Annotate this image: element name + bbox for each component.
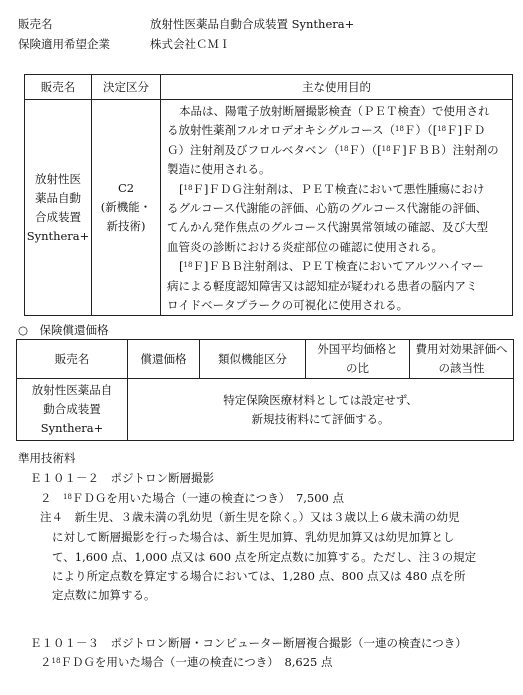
category-cell: C2 (新機能・ 新技術) bbox=[92, 100, 161, 316]
product-table bbox=[24, 74, 513, 316]
col-header-category: 決定区分 bbox=[92, 75, 161, 100]
e2-title: Ｅ１０１－３ ポジトロン断層・コンピューター断層複合撮影（一連の検査につき） bbox=[30, 636, 467, 650]
note4-line4: により所定点数を算定する場合においては、1,280 点、800 点又は 480 点を所 bbox=[52, 569, 466, 583]
sales-name-label: 販売名 bbox=[18, 17, 53, 31]
price-header-name: 販売名 bbox=[17, 340, 128, 379]
price-name-cell: 放射性医薬品自 動合成装置 Synthera+ bbox=[17, 379, 128, 441]
price-note-cell: 特定保険医療材料としては設定せず、 新規技術料にて評価する。 bbox=[128, 379, 514, 441]
note4-line1: 注４ 新生児、３歳未満の乳幼児（新生児を除く。）又は３歳以上６歳未満の幼児 bbox=[40, 510, 460, 524]
price-table bbox=[16, 339, 514, 441]
e1-title: Ｅ１０１－２ ポジトロン断層撮影 bbox=[30, 471, 214, 485]
company-value: 株式会社ＣＭＩ bbox=[150, 37, 231, 51]
note4-line5: 定点数に加算する。 bbox=[52, 588, 156, 602]
sales-name-value: 放射性医薬品自動合成装置 Synthera+ bbox=[150, 17, 355, 31]
price-section-title: ○ 保険償還価格 bbox=[18, 323, 109, 337]
col-header-sales-name: 販売名 bbox=[25, 75, 92, 100]
company-label: 保険適用希望企業 bbox=[18, 37, 110, 51]
product-name-cell: 放射性医 薬品自動 合成装置 Synthera+ bbox=[25, 100, 92, 316]
purpose-cell: 本品は、陽電子放射断層撮影検査（ＰＥＴ検査）で使用され る放射性薬剤フルオロデオキシグルコース（$^{18}$Ｆ）（[$^{18}$Ｆ]ＦＤ Ｇ）注射剤及びフロルベタベン（$^{18}$Ｆ）（[$^{18}$Ｆ]ＦＢＢ）注射剤の 製造に使用される。 [$^{18}$Ｆ]ＦＤＧ注射剤は、ＰＥＴ検査において悪性腫瘍におけ るグルコース代謝能の評価、心筋のグルコース代謝能の評価、 てんかん発作焦点のグルコース代謝異常領域の確認、及び大型 血管炎の診断における炎症部位の確認に使用される。 [$^{18}$Ｆ]ＦＢＢ注射剤は、ＰＥＴ検査においてアルツハイマー 病による軽度認知障害又は認知症が疑われる患者の脳内アミ ロイドベータプラークの可視化に使用される。 bbox=[161, 100, 513, 316]
note4-line3: て、1,600 点、1,000 点又は 600 点を所定点数に加算する。ただし、注３の規定 bbox=[52, 550, 477, 564]
price-header-foreign: 外国平均価格と の比 bbox=[306, 340, 410, 379]
price-header-price: 償還価格 bbox=[128, 340, 200, 379]
price-header-similar: 類似機能区分 bbox=[200, 340, 306, 379]
note4-line2: に対して断層撮影を行った場合は、新生児加算、乳幼児加算又は幼児加算とし bbox=[52, 530, 455, 544]
e2-item: $2^{18}FDG$を用いた場合（一連の検査につき） 8,625 点 bbox=[40, 655, 333, 669]
price-header-cost-effectiveness: 費用対効果評価へ の該当性 bbox=[410, 340, 514, 379]
col-header-purpose: 主な使用目的 bbox=[161, 75, 513, 100]
tech-fee-title: 準用技術料 bbox=[18, 451, 76, 465]
e1-item: ２ $^{18}$ＦＤＧを用いた場合（一連の検査につき） 7,500 点 bbox=[40, 491, 345, 505]
